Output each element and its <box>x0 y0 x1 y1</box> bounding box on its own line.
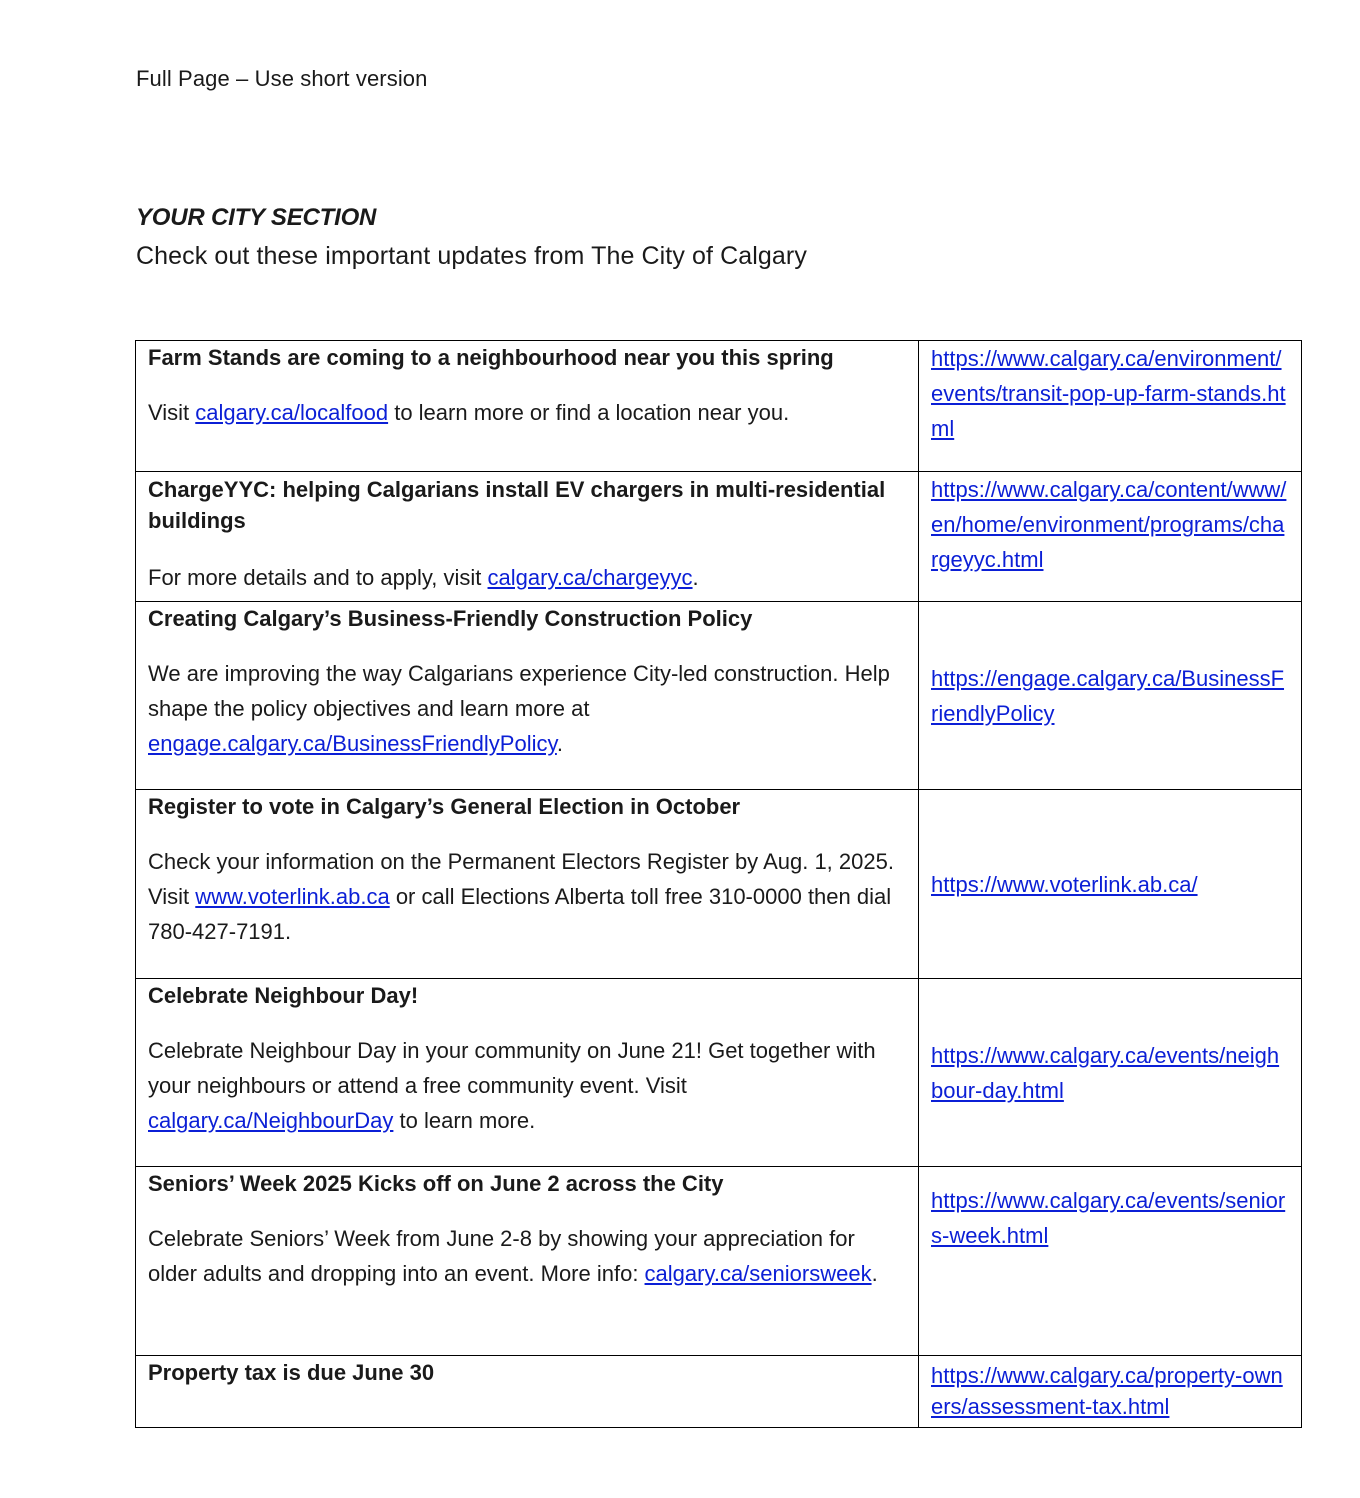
body-text: Visit <box>148 400 196 425</box>
item-cell <box>136 602 919 790</box>
body-link[interactable]: engage.calgary.ca/BusinessFriendlyPolicy <box>148 731 557 756</box>
body-text: . <box>692 565 699 590</box>
item-title: Celebrate Neighbour Day! <box>148 983 419 1008</box>
body-text: Check your information on the Permanent Electors Register by Aug. 1, 2025. Visit <box>148 849 894 909</box>
body-link[interactable]: calgary.ca/localfood <box>195 400 389 425</box>
url-cell <box>919 341 1302 472</box>
body-text: We are improving the way Calgarians experience City-led construction. Help shape the policy objectives and learn more at <box>148 661 890 721</box>
url-link[interactable]: https://www.calgary.ca/property-owners/assessment-tax.html <box>931 1363 1283 1419</box>
url-link[interactable]: https://www.calgary.ca/environment/events/transit-pop-up-farm-stands.html <box>931 346 1286 441</box>
updates-table <box>135 340 1302 1428</box>
body-link[interactable]: calgary.ca/seniorsweek <box>644 1261 872 1286</box>
table-row <box>136 472 1302 602</box>
table-row <box>136 1167 1302 1356</box>
url-cell <box>919 472 1302 602</box>
body-text: Celebrate Seniors’ Week from June 2-8 by showing your appreciation for older adults and dropping into an event. More info: <box>148 1226 855 1286</box>
page-label: Full Page – Use short version <box>136 66 428 91</box>
item-body <box>148 656 906 761</box>
item-body <box>148 844 906 949</box>
item-cell <box>136 790 919 979</box>
table-row <box>136 979 1302 1167</box>
section-title: YOUR CITY SECTION <box>136 204 377 231</box>
item-title: Seniors’ Week 2025 Kicks off on June 2 across the City <box>148 1171 724 1196</box>
item-body <box>148 395 906 430</box>
body-text: . <box>556 731 563 756</box>
item-body <box>148 1033 906 1138</box>
url-link[interactable]: https://www.voterlink.ab.ca/ <box>931 871 1198 897</box>
item-cell <box>136 472 919 602</box>
table-row <box>136 1356 1302 1428</box>
url-cell <box>919 790 1302 979</box>
body-text: to learn more. <box>393 1108 536 1133</box>
url-cell <box>919 1167 1302 1356</box>
table-row <box>136 790 1302 979</box>
body-text: Celebrate Neighbour Day in your community on June 21! Get together with your neighbours or attend a free community event. Visit <box>148 1038 876 1098</box>
body-link[interactable]: www.voterlink.ab.ca <box>195 884 390 909</box>
body-link[interactable]: calgary.ca/NeighbourDay <box>148 1108 394 1133</box>
item-title: ChargeYYC: helping Calgarians install EV chargers in multi-residential buildings <box>148 477 886 533</box>
url-link[interactable]: https://www.calgary.ca/content/www/en/home/environment/programs/chargeyyc.html <box>931 477 1287 572</box>
url-cell <box>919 1356 1302 1428</box>
body-text: . <box>871 1261 878 1286</box>
url-link[interactable]: https://www.calgary.ca/events/seniors-week.html <box>931 1188 1286 1248</box>
item-cell <box>136 979 919 1167</box>
body-link[interactable]: calgary.ca/chargeyyc <box>487 565 693 590</box>
item-cell <box>136 1356 919 1428</box>
url-link[interactable]: https://engage.calgary.ca/BusinessFriendlyPolicy <box>931 665 1285 726</box>
item-cell <box>136 1167 919 1356</box>
item-cell <box>136 341 919 472</box>
body-text: or call Elections Alberta toll free 310-0000 then dial 780-427-7191. <box>148 884 892 944</box>
url-cell <box>919 602 1302 790</box>
url-cell <box>919 979 1302 1167</box>
item-body <box>148 1221 906 1291</box>
body-text: to learn more or find a location near you. <box>388 400 790 425</box>
table-row <box>136 341 1302 472</box>
table-row <box>136 602 1302 790</box>
url-link[interactable]: https://www.calgary.ca/events/neighbour-day.html <box>931 1042 1280 1103</box>
item-title: Property tax is due June 30 <box>148 1360 435 1385</box>
section-subtitle: Check out these important updates from The City of Calgary <box>136 242 807 270</box>
body-text: For more details and to apply, visit <box>148 565 488 590</box>
item-body <box>148 560 906 595</box>
item-title: Creating Calgary’s Business-Friendly Construction Policy <box>148 606 753 631</box>
item-title: Register to vote in Calgary’s General Election in October <box>148 794 741 819</box>
item-title: Farm Stands are coming to a neighbourhood near you this spring <box>148 345 834 370</box>
